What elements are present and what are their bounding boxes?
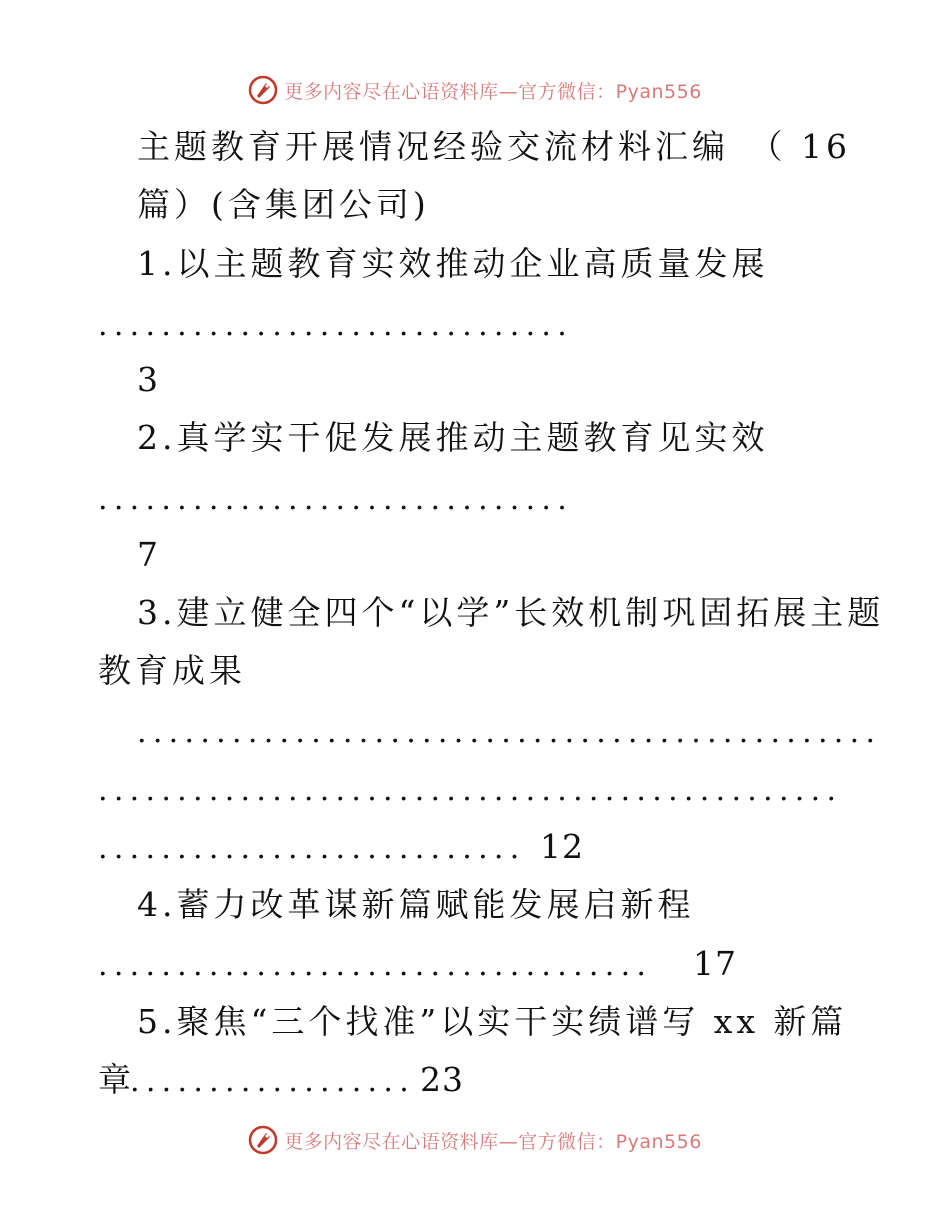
toc-entry-2-title: 2.真学实干促发展推动主题教育见实效 [137,418,769,457]
toc-entry-2-leader: .............................. [98,482,574,517]
pen-nib-logo-icon [248,75,278,105]
toc-entry-5-page: 23 [420,1060,464,1099]
watermark-text: 更多内容尽在心语资料库—官方微信：Pyan556 [284,1130,702,1153]
toc-entry-3-leader-1: ............................................... [137,715,882,750]
watermark-banner-top [0,70,950,110]
document-title-line-1: 主题教育开展情况经验交流材料汇编 （ 16 [137,127,851,166]
toc-entry-4-page: 17 [693,944,737,983]
toc-entry-5-title-line-1: 5.聚焦“三个找准”以实干实绩谱写 xx 新篇 [137,1002,848,1041]
toc-entry-5-leader: .................. [130,1064,416,1099]
toc-entry-5-title-line-2: 章 [98,1060,135,1099]
watermark-text: 更多内容尽在心语资料库—官方微信：Pyan556 [284,80,702,103]
toc-entry-2-page: 7 [137,535,159,574]
pen-nib-logo-icon [248,1125,278,1155]
toc-entry-3-title-line-2: 教育成果 [98,651,246,690]
document-title-line-2: 篇）(含集团公司) [137,185,430,224]
watermark-banner-bottom [0,1120,950,1160]
toc-entry-3-leader-2: ............................................... [98,773,843,808]
toc-entry-3-page: 12 [540,827,584,866]
toc-entry-4-leader: ................................... [98,948,653,983]
toc-entry-1-title: 1.以主题教育实效推动企业高质量发展 [137,244,769,283]
toc-entry-1-leader: .............................. [98,308,574,343]
toc-entry-1-page: 3 [137,360,159,399]
toc-entry-4-title: 4.蓄力改革谋新篇赋能发展启新程 [137,885,695,924]
toc-entry-3-leader-3: ........................... [98,831,526,866]
toc-entry-3-title-line-1: 3.建立健全四个“以学”长效机制巩固拓展主题 [137,593,885,632]
